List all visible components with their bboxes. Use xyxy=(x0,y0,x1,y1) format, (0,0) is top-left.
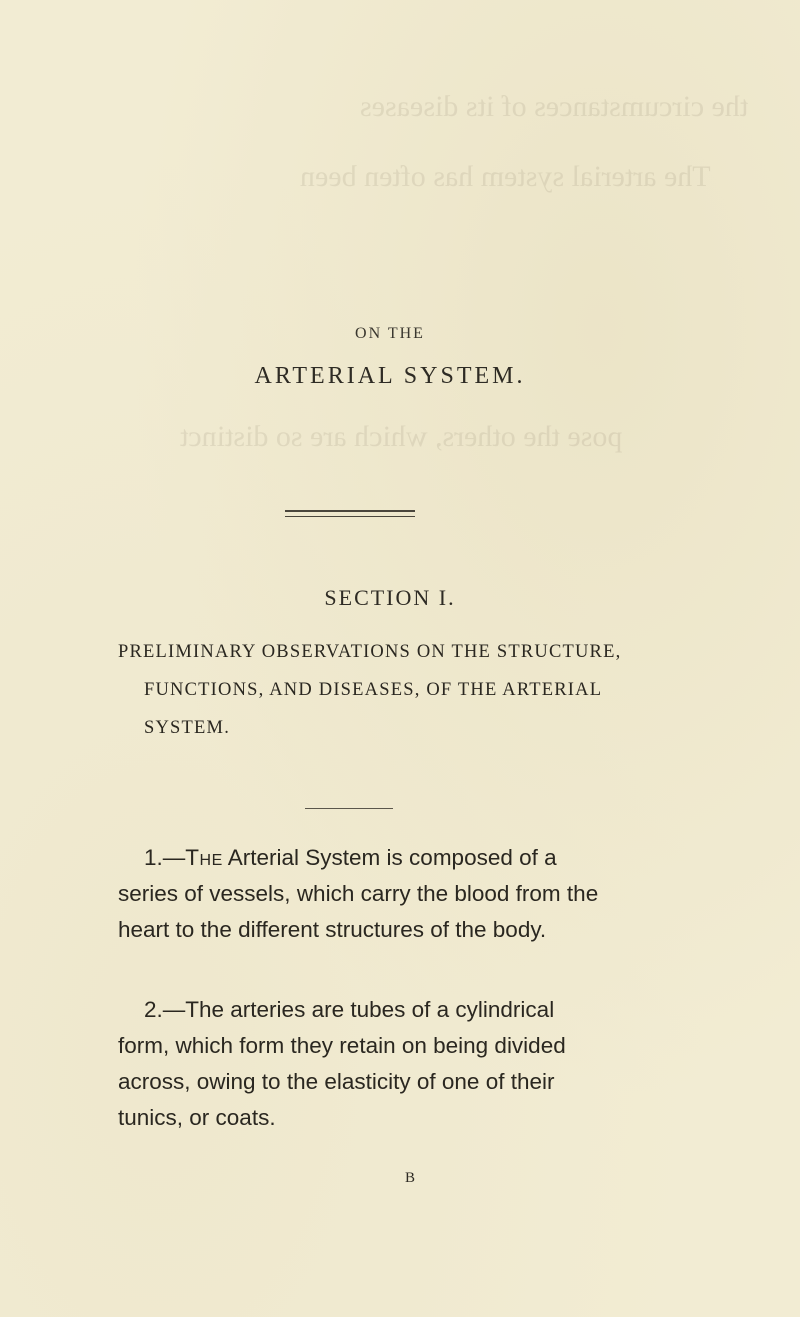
double-rule-divider xyxy=(285,510,415,517)
page-title: ARTERIAL SYSTEM. xyxy=(254,363,526,389)
paragraph-text: The arteries are tubes of a cylindrical xyxy=(185,997,555,1022)
bleed-through-text: the circumstances of its diseases xyxy=(360,90,749,123)
paragraph-2 xyxy=(118,992,770,1136)
section-subtitle xyxy=(118,633,768,747)
bleed-through-text: The arterial system has often been xyxy=(300,160,711,193)
paragraph-line: tunics, or coats. xyxy=(118,1105,276,1130)
signature-mark: B xyxy=(404,1170,415,1186)
pre-title: ON THE xyxy=(355,325,425,342)
single-rule-divider xyxy=(305,808,393,809)
paragraph-line: across, owing to the elasticity of one of their xyxy=(118,1069,555,1094)
paragraph-number: 2.— xyxy=(144,997,186,1022)
paragraph-number: 1.— xyxy=(144,845,186,870)
subtitle-line: SYSTEM. xyxy=(144,718,231,738)
paragraph-line: form, which form they retain on being divided xyxy=(118,1033,566,1058)
paragraph-text: Arterial System is composed of a xyxy=(227,845,557,870)
paragraph-line xyxy=(118,840,770,876)
paragraph-lead: The xyxy=(185,845,223,870)
paragraph-line: heart to the different structures of the body. xyxy=(118,917,547,942)
subtitle-line: PRELIMINARY OBSERVATIONS ON THE STRUCTURE, xyxy=(118,642,622,662)
bleed-through-text: pose the others, which are so distinct xyxy=(180,420,623,453)
subtitle-line: FUNCTIONS, AND DISEASES, OF THE ARTERIAL xyxy=(144,680,603,700)
section-heading: SECTION I. xyxy=(324,585,456,610)
paragraph-line: series of vessels, which carry the blood from the xyxy=(118,881,599,906)
paragraph-line xyxy=(118,992,770,1028)
paragraph-1 xyxy=(118,840,770,948)
